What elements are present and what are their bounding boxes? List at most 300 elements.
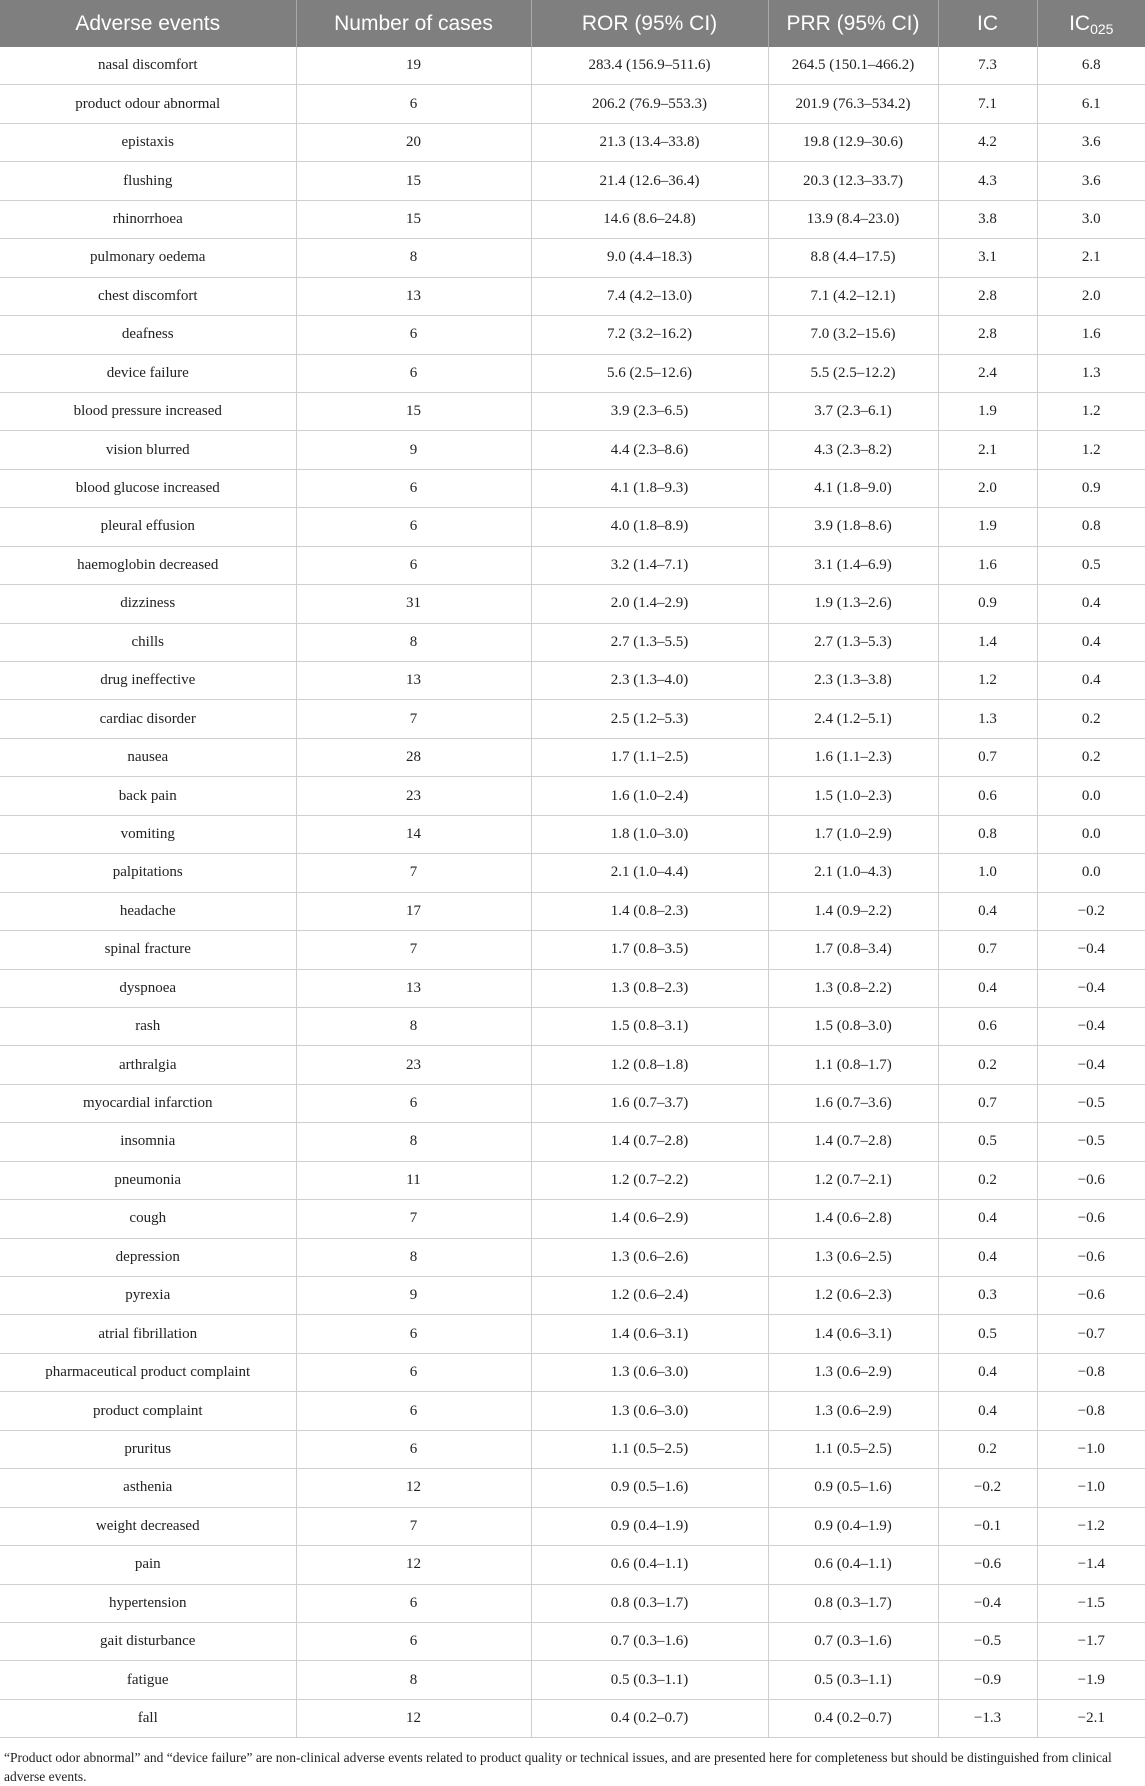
cell-ic025: 0.4 xyxy=(1037,662,1145,700)
cell-ic: 0.4 xyxy=(938,1353,1037,1391)
cell-number-of-cases: 7 xyxy=(296,854,531,892)
cell-prr: 0.9 (0.4–1.9) xyxy=(768,1507,938,1545)
cell-ic025: −1.0 xyxy=(1037,1430,1145,1468)
cell-number-of-cases: 8 xyxy=(296,1123,531,1161)
table-row xyxy=(0,854,1145,892)
cell-adverse-event: fatigue xyxy=(0,1661,296,1699)
cell-adverse-event: arthralgia xyxy=(0,1046,296,1084)
cell-ror: 1.7 (0.8–3.5) xyxy=(531,931,768,969)
cell-ic: 0.4 xyxy=(938,1238,1037,1276)
cell-prr: 1.2 (0.6–2.3) xyxy=(768,1277,938,1315)
table-row xyxy=(0,1699,1145,1737)
table-row xyxy=(0,1392,1145,1430)
cell-prr: 1.3 (0.8–2.2) xyxy=(768,969,938,1007)
cell-number-of-cases: 6 xyxy=(296,1584,531,1622)
cell-number-of-cases: 15 xyxy=(296,200,531,238)
cell-adverse-event: asthenia xyxy=(0,1469,296,1507)
cell-prr: 2.4 (1.2–5.1) xyxy=(768,700,938,738)
cell-number-of-cases: 13 xyxy=(296,662,531,700)
cell-ic025: 1.3 xyxy=(1037,354,1145,392)
cell-adverse-event: rhinorrhoea xyxy=(0,200,296,238)
cell-ic: 0.4 xyxy=(938,892,1037,930)
cell-ror: 1.4 (0.8–2.3) xyxy=(531,892,768,930)
cell-number-of-cases: 6 xyxy=(296,1430,531,1468)
cell-prr: 7.0 (3.2–15.6) xyxy=(768,316,938,354)
cell-number-of-cases: 9 xyxy=(296,431,531,469)
cell-adverse-event: pain xyxy=(0,1546,296,1584)
cell-number-of-cases: 9 xyxy=(296,1277,531,1315)
cell-prr: 0.4 (0.2–0.7) xyxy=(768,1699,938,1737)
cell-ror: 0.9 (0.5–1.6) xyxy=(531,1469,768,1507)
cell-ic025: 6.1 xyxy=(1037,85,1145,123)
cell-number-of-cases: 15 xyxy=(296,392,531,430)
cell-ic: −0.6 xyxy=(938,1546,1037,1584)
cell-ror: 0.7 (0.3–1.6) xyxy=(531,1622,768,1660)
cell-prr: 13.9 (8.4–23.0) xyxy=(768,200,938,238)
cell-prr: 0.8 (0.3–1.7) xyxy=(768,1584,938,1622)
table-row xyxy=(0,1315,1145,1353)
cell-ic025: 0.8 xyxy=(1037,508,1145,546)
table-row xyxy=(0,1584,1145,1622)
table-row xyxy=(0,1123,1145,1161)
table-row xyxy=(0,1430,1145,1468)
cell-prr: 4.3 (2.3–8.2) xyxy=(768,431,938,469)
table-row xyxy=(0,662,1145,700)
table-row xyxy=(0,738,1145,776)
cell-adverse-event: chest discomfort xyxy=(0,277,296,315)
header-adverse-events: Adverse events xyxy=(0,0,296,47)
cell-prr: 0.6 (0.4–1.1) xyxy=(768,1546,938,1584)
cell-ic025: 0.9 xyxy=(1037,469,1145,507)
header-ic: IC xyxy=(938,0,1037,47)
table-row xyxy=(0,47,1145,85)
cell-ic: 0.7 xyxy=(938,1084,1037,1122)
cell-ic025: −0.6 xyxy=(1037,1161,1145,1199)
cell-adverse-event: pulmonary oedema xyxy=(0,239,296,277)
cell-prr: 8.8 (4.4–17.5) xyxy=(768,239,938,277)
table-row xyxy=(0,316,1145,354)
cell-ic: −0.4 xyxy=(938,1584,1037,1622)
cell-ror: 206.2 (76.9–553.3) xyxy=(531,85,768,123)
cell-ic025: 1.6 xyxy=(1037,316,1145,354)
cell-number-of-cases: 23 xyxy=(296,777,531,815)
table-row xyxy=(0,277,1145,315)
cell-ic: 0.2 xyxy=(938,1430,1037,1468)
cell-number-of-cases: 6 xyxy=(296,316,531,354)
cell-ic: −0.2 xyxy=(938,1469,1037,1507)
cell-ic025: 0.0 xyxy=(1037,815,1145,853)
table-row xyxy=(0,892,1145,930)
cell-adverse-event: blood pressure increased xyxy=(0,392,296,430)
cell-ic: 1.4 xyxy=(938,623,1037,661)
cell-ror: 1.2 (0.8–1.8) xyxy=(531,1046,768,1084)
cell-ic025: −0.4 xyxy=(1037,931,1145,969)
table-footnote: “Product odor abnormal” and “device failure” are non-clinical adverse events related to product quality or technical issues, and are presented here for completeness but should be distinguished from clinical adverse events. xyxy=(4,1750,1112,1784)
cell-adverse-event: epistaxis xyxy=(0,123,296,161)
cell-ic025: 3.0 xyxy=(1037,200,1145,238)
cell-ror: 0.4 (0.2–0.7) xyxy=(531,1699,768,1737)
cell-ic025: −0.8 xyxy=(1037,1353,1145,1391)
cell-ror: 1.3 (0.6–2.6) xyxy=(531,1238,768,1276)
cell-adverse-event: fall xyxy=(0,1699,296,1737)
cell-number-of-cases: 11 xyxy=(296,1161,531,1199)
cell-number-of-cases: 7 xyxy=(296,931,531,969)
cell-ic: 1.9 xyxy=(938,508,1037,546)
cell-adverse-event: vomiting xyxy=(0,815,296,853)
cell-ic025: −0.2 xyxy=(1037,892,1145,930)
cell-ror: 2.5 (1.2–5.3) xyxy=(531,700,768,738)
cell-number-of-cases: 8 xyxy=(296,623,531,661)
cell-prr: 1.6 (1.1–2.3) xyxy=(768,738,938,776)
cell-ic: 0.7 xyxy=(938,738,1037,776)
table-row xyxy=(0,1007,1145,1045)
table-row xyxy=(0,969,1145,1007)
header-prr: PRR (95% CI) xyxy=(768,0,938,47)
cell-prr: 201.9 (76.3–534.2) xyxy=(768,85,938,123)
cell-ic: 4.2 xyxy=(938,123,1037,161)
cell-ic: 0.4 xyxy=(938,969,1037,1007)
table-row xyxy=(0,1084,1145,1122)
cell-ic025: 0.2 xyxy=(1037,738,1145,776)
cell-ic: 0.9 xyxy=(938,585,1037,623)
cell-ic025: −2.1 xyxy=(1037,1699,1145,1737)
cell-adverse-event: headache xyxy=(0,892,296,930)
cell-adverse-event: pruritus xyxy=(0,1430,296,1468)
cell-ror: 21.4 (12.6–36.4) xyxy=(531,162,768,200)
cell-number-of-cases: 6 xyxy=(296,508,531,546)
cell-prr: 1.7 (0.8–3.4) xyxy=(768,931,938,969)
cell-adverse-event: dyspnoea xyxy=(0,969,296,1007)
cell-adverse-event: pharmaceutical product complaint xyxy=(0,1353,296,1391)
table-row xyxy=(0,700,1145,738)
cell-adverse-event: palpitations xyxy=(0,854,296,892)
cell-ic: 0.4 xyxy=(938,1200,1037,1238)
cell-prr: 1.3 (0.6–2.9) xyxy=(768,1353,938,1391)
cell-ror: 0.9 (0.4–1.9) xyxy=(531,1507,768,1545)
table-row xyxy=(0,123,1145,161)
cell-prr: 1.7 (1.0–2.9) xyxy=(768,815,938,853)
cell-ic025: −1.9 xyxy=(1037,1661,1145,1699)
cell-number-of-cases: 23 xyxy=(296,1046,531,1084)
cell-prr: 1.4 (0.6–3.1) xyxy=(768,1315,938,1353)
cell-ic025: 0.5 xyxy=(1037,546,1145,584)
cell-ic025: 0.4 xyxy=(1037,623,1145,661)
cell-ror: 4.0 (1.8–8.9) xyxy=(531,508,768,546)
table-row xyxy=(0,777,1145,815)
cell-number-of-cases: 6 xyxy=(296,1353,531,1391)
table-row xyxy=(0,1622,1145,1660)
table-row xyxy=(0,200,1145,238)
cell-adverse-event: blood glucose increased xyxy=(0,469,296,507)
cell-ic: −0.1 xyxy=(938,1507,1037,1545)
cell-prr: 1.5 (1.0–2.3) xyxy=(768,777,938,815)
cell-prr: 1.4 (0.7–2.8) xyxy=(768,1123,938,1161)
table-row xyxy=(0,1469,1145,1507)
cell-ic: 2.4 xyxy=(938,354,1037,392)
cell-number-of-cases: 6 xyxy=(296,1392,531,1430)
cell-ror: 1.3 (0.6–3.0) xyxy=(531,1392,768,1430)
cell-prr: 0.7 (0.3–1.6) xyxy=(768,1622,938,1660)
cell-ic025: −0.4 xyxy=(1037,969,1145,1007)
cell-number-of-cases: 6 xyxy=(296,1315,531,1353)
table-row xyxy=(0,1161,1145,1199)
cell-prr: 0.5 (0.3–1.1) xyxy=(768,1661,938,1699)
cell-adverse-event: weight decreased xyxy=(0,1507,296,1545)
cell-prr: 2.3 (1.3–3.8) xyxy=(768,662,938,700)
cell-ic025: 1.2 xyxy=(1037,431,1145,469)
cell-adverse-event: spinal fracture xyxy=(0,931,296,969)
cell-prr: 1.1 (0.5–2.5) xyxy=(768,1430,938,1468)
cell-adverse-event: cough xyxy=(0,1200,296,1238)
table-row xyxy=(0,1546,1145,1584)
cell-ic: −0.9 xyxy=(938,1661,1037,1699)
cell-adverse-event: haemoglobin decreased xyxy=(0,546,296,584)
cell-ic: 0.3 xyxy=(938,1277,1037,1315)
table-header xyxy=(0,0,1145,47)
cell-prr: 264.5 (150.1–466.2) xyxy=(768,47,938,85)
cell-ic025: 3.6 xyxy=(1037,123,1145,161)
cell-number-of-cases: 8 xyxy=(296,1007,531,1045)
cell-ic: 2.0 xyxy=(938,469,1037,507)
cell-number-of-cases: 7 xyxy=(296,1507,531,1545)
cell-prr: 3.7 (2.3–6.1) xyxy=(768,392,938,430)
table-row xyxy=(0,354,1145,392)
cell-ic: 3.8 xyxy=(938,200,1037,238)
cell-ic025: −0.4 xyxy=(1037,1046,1145,1084)
cell-ror: 21.3 (13.4–33.8) xyxy=(531,123,768,161)
cell-ic: 0.2 xyxy=(938,1046,1037,1084)
cell-adverse-event: deafness xyxy=(0,316,296,354)
cell-ror: 0.8 (0.3–1.7) xyxy=(531,1584,768,1622)
cell-ror: 7.2 (3.2–16.2) xyxy=(531,316,768,354)
cell-ror: 3.2 (1.4–7.1) xyxy=(531,546,768,584)
table-row xyxy=(0,1277,1145,1315)
cell-ic: 0.7 xyxy=(938,931,1037,969)
cell-ror: 1.4 (0.7–2.8) xyxy=(531,1123,768,1161)
table-row xyxy=(0,85,1145,123)
cell-ic025: −1.5 xyxy=(1037,1584,1145,1622)
table-row xyxy=(0,1200,1145,1238)
cell-number-of-cases: 7 xyxy=(296,1200,531,1238)
cell-ic025: −1.0 xyxy=(1037,1469,1145,1507)
cell-ror: 0.6 (0.4–1.1) xyxy=(531,1546,768,1584)
cell-ic: 1.2 xyxy=(938,662,1037,700)
cell-ic: 0.2 xyxy=(938,1161,1037,1199)
cell-ic025: −0.6 xyxy=(1037,1200,1145,1238)
cell-ic: 1.6 xyxy=(938,546,1037,584)
cell-number-of-cases: 8 xyxy=(296,1661,531,1699)
cell-number-of-cases: 6 xyxy=(296,354,531,392)
cell-ic: 2.8 xyxy=(938,277,1037,315)
cell-ic: 0.8 xyxy=(938,815,1037,853)
cell-prr: 1.4 (0.9–2.2) xyxy=(768,892,938,930)
cell-ic: 7.1 xyxy=(938,85,1037,123)
cell-ic025: 0.4 xyxy=(1037,585,1145,623)
header-ic025 xyxy=(1037,0,1145,47)
cell-adverse-event: dizziness xyxy=(0,585,296,623)
cell-ic025: −0.6 xyxy=(1037,1277,1145,1315)
cell-ror: 1.6 (1.0–2.4) xyxy=(531,777,768,815)
cell-number-of-cases: 6 xyxy=(296,1084,531,1122)
cell-prr: 4.1 (1.8–9.0) xyxy=(768,469,938,507)
cell-ic025: −1.2 xyxy=(1037,1507,1145,1545)
cell-adverse-event: vision blurred xyxy=(0,431,296,469)
cell-ror: 1.8 (1.0–3.0) xyxy=(531,815,768,853)
cell-adverse-event: pleural effusion xyxy=(0,508,296,546)
cell-ror: 1.4 (0.6–3.1) xyxy=(531,1315,768,1353)
cell-prr: 7.1 (4.2–12.1) xyxy=(768,277,938,315)
cell-ic: 2.1 xyxy=(938,431,1037,469)
cell-number-of-cases: 28 xyxy=(296,738,531,776)
cell-adverse-event: back pain xyxy=(0,777,296,815)
cell-ic: 0.5 xyxy=(938,1315,1037,1353)
cell-prr: 3.9 (1.8–8.6) xyxy=(768,508,938,546)
cell-ic: 7.3 xyxy=(938,47,1037,85)
cell-ror: 0.5 (0.3–1.1) xyxy=(531,1661,768,1699)
cell-ror: 2.0 (1.4–2.9) xyxy=(531,585,768,623)
cell-ror: 1.2 (0.7–2.2) xyxy=(531,1161,768,1199)
table-row xyxy=(0,239,1145,277)
cell-prr: 2.1 (1.0–4.3) xyxy=(768,854,938,892)
cell-ror: 2.7 (1.3–5.5) xyxy=(531,623,768,661)
cell-ic025: −0.4 xyxy=(1037,1007,1145,1045)
cell-adverse-event: nasal discomfort xyxy=(0,47,296,85)
cell-adverse-event: product complaint xyxy=(0,1392,296,1430)
cell-ic: −1.3 xyxy=(938,1699,1037,1737)
cell-adverse-event: myocardial infarction xyxy=(0,1084,296,1122)
cell-ic025: 0.0 xyxy=(1037,777,1145,815)
cell-number-of-cases: 12 xyxy=(296,1546,531,1584)
cell-ic: 2.8 xyxy=(938,316,1037,354)
cell-number-of-cases: 15 xyxy=(296,162,531,200)
cell-adverse-event: hypertension xyxy=(0,1584,296,1622)
table-row xyxy=(0,1507,1145,1545)
cell-ror: 4.1 (1.8–9.3) xyxy=(531,469,768,507)
cell-prr: 5.5 (2.5–12.2) xyxy=(768,354,938,392)
table-row xyxy=(0,931,1145,969)
cell-number-of-cases: 8 xyxy=(296,239,531,277)
table-row xyxy=(0,1353,1145,1391)
cell-adverse-event: rash xyxy=(0,1007,296,1045)
cell-ror: 9.0 (4.4–18.3) xyxy=(531,239,768,277)
cell-prr: 1.6 (0.7–3.6) xyxy=(768,1084,938,1122)
table-row xyxy=(0,392,1145,430)
cell-ror: 7.4 (4.2–13.0) xyxy=(531,277,768,315)
table-row xyxy=(0,162,1145,200)
table-row xyxy=(0,469,1145,507)
cell-number-of-cases: 6 xyxy=(296,1622,531,1660)
cell-ror: 14.6 (8.6–24.8) xyxy=(531,200,768,238)
cell-adverse-event: insomnia xyxy=(0,1123,296,1161)
cell-number-of-cases: 13 xyxy=(296,969,531,1007)
cell-ror: 1.5 (0.8–3.1) xyxy=(531,1007,768,1045)
cell-number-of-cases: 31 xyxy=(296,585,531,623)
cell-number-of-cases: 17 xyxy=(296,892,531,930)
cell-ic: 0.5 xyxy=(938,1123,1037,1161)
table-row xyxy=(0,1661,1145,1699)
cell-ror: 1.4 (0.6–2.9) xyxy=(531,1200,768,1238)
cell-ror: 1.7 (1.1–2.5) xyxy=(531,738,768,776)
cell-prr: 1.2 (0.7–2.1) xyxy=(768,1161,938,1199)
cell-adverse-event: cardiac disorder xyxy=(0,700,296,738)
table-row xyxy=(0,1238,1145,1276)
cell-ic: 0.6 xyxy=(938,777,1037,815)
cell-number-of-cases: 19 xyxy=(296,47,531,85)
cell-number-of-cases: 6 xyxy=(296,546,531,584)
header-ror: ROR (95% CI) xyxy=(531,0,768,47)
cell-prr: 1.3 (0.6–2.5) xyxy=(768,1238,938,1276)
cell-ror: 1.6 (0.7–3.7) xyxy=(531,1084,768,1122)
cell-ic: 1.3 xyxy=(938,700,1037,738)
cell-ic025: 2.0 xyxy=(1037,277,1145,315)
cell-adverse-event: product odour abnormal xyxy=(0,85,296,123)
cell-ror: 2.3 (1.3–4.0) xyxy=(531,662,768,700)
cell-ic: 3.1 xyxy=(938,239,1037,277)
cell-prr: 0.9 (0.5–1.6) xyxy=(768,1469,938,1507)
cell-prr: 1.3 (0.6–2.9) xyxy=(768,1392,938,1430)
cell-ic: 1.9 xyxy=(938,392,1037,430)
cell-ror: 1.3 (0.6–3.0) xyxy=(531,1353,768,1391)
cell-adverse-event: pyrexia xyxy=(0,1277,296,1315)
cell-ic025: 6.8 xyxy=(1037,47,1145,85)
cell-ic025: 2.1 xyxy=(1037,239,1145,277)
cell-ror: 3.9 (2.3–6.5) xyxy=(531,392,768,430)
header-ic025-subscript: 025 xyxy=(1090,20,1114,37)
cell-prr: 1.4 (0.6–2.8) xyxy=(768,1200,938,1238)
cell-ror: 2.1 (1.0–4.4) xyxy=(531,854,768,892)
cell-ror: 1.3 (0.8–2.3) xyxy=(531,969,768,1007)
cell-ror: 283.4 (156.9–511.6) xyxy=(531,47,768,85)
table-row xyxy=(0,585,1145,623)
cell-prr: 19.8 (12.9–30.6) xyxy=(768,123,938,161)
cell-number-of-cases: 12 xyxy=(296,1699,531,1737)
cell-ic025: 0.2 xyxy=(1037,700,1145,738)
table-body xyxy=(0,47,1145,1738)
cell-number-of-cases: 20 xyxy=(296,123,531,161)
cell-ic025: 1.2 xyxy=(1037,392,1145,430)
cell-prr: 1.1 (0.8–1.7) xyxy=(768,1046,938,1084)
cell-ic: 1.0 xyxy=(938,854,1037,892)
cell-ic025: −1.7 xyxy=(1037,1622,1145,1660)
cell-ror: 5.6 (2.5–12.6) xyxy=(531,354,768,392)
header-ic025-base: IC xyxy=(1069,11,1091,35)
cell-prr: 2.7 (1.3–5.3) xyxy=(768,623,938,661)
table-row xyxy=(0,508,1145,546)
cell-prr: 1.5 (0.8–3.0) xyxy=(768,1007,938,1045)
cell-number-of-cases: 12 xyxy=(296,1469,531,1507)
cell-ic025: −0.5 xyxy=(1037,1123,1145,1161)
cell-ror: 4.4 (2.3–8.6) xyxy=(531,431,768,469)
cell-adverse-event: device failure xyxy=(0,354,296,392)
table-row xyxy=(0,815,1145,853)
cell-number-of-cases: 7 xyxy=(296,700,531,738)
cell-prr: 3.1 (1.4–6.9) xyxy=(768,546,938,584)
cell-ic025: −0.5 xyxy=(1037,1084,1145,1122)
cell-ic: 4.3 xyxy=(938,162,1037,200)
cell-number-of-cases: 14 xyxy=(296,815,531,853)
cell-adverse-event: gait disturbance xyxy=(0,1622,296,1660)
cell-ic025: 3.6 xyxy=(1037,162,1145,200)
cell-ic025: 0.0 xyxy=(1037,854,1145,892)
cell-number-of-cases: 6 xyxy=(296,85,531,123)
cell-prr: 1.9 (1.3–2.6) xyxy=(768,585,938,623)
cell-number-of-cases: 8 xyxy=(296,1238,531,1276)
cell-prr: 20.3 (12.3–33.7) xyxy=(768,162,938,200)
table-row xyxy=(0,623,1145,661)
table-row xyxy=(0,431,1145,469)
cell-number-of-cases: 6 xyxy=(296,469,531,507)
cell-ror: 1.2 (0.6–2.4) xyxy=(531,1277,768,1315)
